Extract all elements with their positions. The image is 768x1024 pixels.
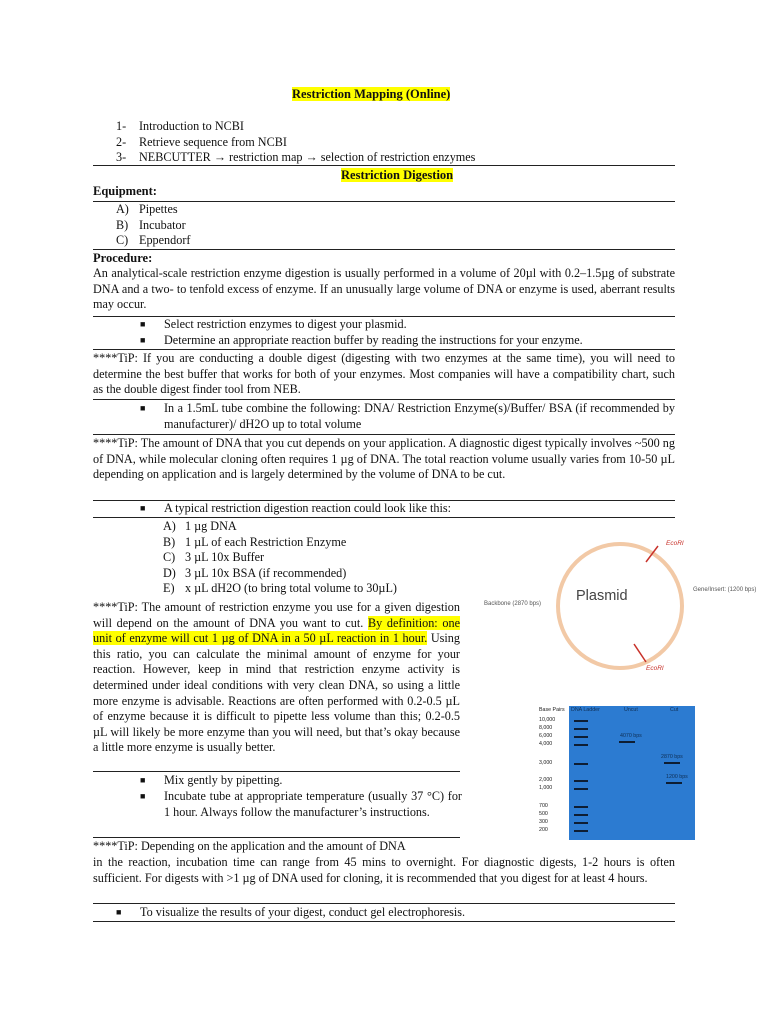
- bullet-item: ■ A typical restriction digestion reaction could look like this:: [140, 501, 452, 515]
- reaction-list: [163, 519, 483, 597]
- gel-header-base-pairs: Base Pairs: [539, 707, 565, 713]
- uncut-band: [619, 741, 635, 743]
- ladder-band: [574, 736, 588, 738]
- ladder-size: 4,000: [539, 741, 553, 747]
- bullet-item: ■ Determine an appropriate reaction buffer by reading the instructions for your enzyme.: [140, 333, 583, 347]
- bullet-icon: ■: [140, 319, 146, 329]
- ladder-band: [574, 806, 588, 808]
- gel-header-cut: Cut: [670, 707, 679, 713]
- divider: [93, 434, 675, 435]
- bullet-icon: ■: [140, 775, 146, 785]
- ecori-label-top: EcoRI: [666, 540, 684, 547]
- list-item: 3- NEBCUTTER → restriction map → selection of restriction enzymes: [116, 150, 476, 165]
- divider: [93, 165, 675, 166]
- ladder-size: 8,000: [539, 725, 553, 731]
- bullet-icon: ■: [140, 791, 146, 801]
- bullet-icon: ■: [140, 335, 146, 345]
- page-title: Restriction Mapping (Online): [292, 87, 451, 101]
- tip-dna-amount: ****TiP: The amount of DNA that you cut depends on your application. A diagnostic digest typically involves ~500 ng of DNA, while molecular cloning often requires 1 µg of DNA. The total reaction volume usually varies from 10-50 µL depending on application and is largely determined by the volume of DNA to be cut.: [93, 436, 675, 482]
- divider: [93, 517, 675, 518]
- cut-band: [664, 762, 680, 764]
- gel-header-uncut: Uncut: [624, 707, 638, 713]
- list-item: A) Pipettes: [116, 202, 178, 216]
- list-item: E) x µL dH2O (to bring total volume to 30µL): [163, 581, 397, 596]
- bullet-item: ■ Select restriction enzymes to digest your plasmid.: [140, 317, 407, 331]
- list-item: A) 1 µg DNA: [163, 519, 237, 533]
- uncut-band-label: 4070 bps: [620, 733, 642, 739]
- tip-double-digest: ****TiP: If you are conducting a double digest (digesting with two enzymes at the same time), you will need to determine the best buffer that works for both of your enzymes. Most companies will have a compatibility chart, such as the double digest finder tool from NEB.: [93, 351, 675, 397]
- ladder-band: [574, 763, 588, 765]
- list-item: C) Eppendorf: [116, 233, 191, 248]
- tip-enzyme-amount: ****TiP: The amount of restriction enzyme you use for a given digestion will depend on the amount of DNA you want to cut. By definition: one unit of enzyme will cut 1 µg of DNA in a 50 µL reaction in 1 hour. Using this ratio, you can calculate the minimal amount of enzyme for your reaction. However, keep in mind that restriction enzyme activity is determined under ideal conditions with very clean DNA, so using a little more enzyme is advisable. Reactions are often performed with 0.2-0.5 µL of enzyme because it is difficult to pipette less volume than this; 0.2-0.5 µL will likely be more enzyme than you will need, but that’s okay because a little more enzyme is usually better.: [93, 600, 460, 755]
- cut-band: [666, 782, 682, 784]
- ladder-size: 6,000: [539, 733, 553, 739]
- procedure-intro: An analytical-scale restriction enzyme digestion is usually performed in a volume of 20µl with 0.2–1.5µg of substrate DNA and a two- to tenfold excess of enzyme. If an unusually large volume of DNA or enzyme is used, aberrant results may occur.: [93, 266, 675, 312]
- ladder-size: 700: [539, 803, 548, 809]
- divider: [93, 771, 460, 772]
- procedure-heading: Procedure:: [93, 251, 153, 265]
- ladder-band: [574, 830, 588, 832]
- bullet-icon: ■: [116, 907, 122, 917]
- bullet-item: ■ Incubate tube at appropriate temperature (usually 37 °C) for 1 hour. Always follow the manufacturer’s instructions.: [140, 789, 462, 819]
- intro-list: [116, 119, 636, 166]
- divider: [93, 399, 675, 400]
- ladder-band: [574, 788, 588, 790]
- list-item: B) 1 µL of each Restriction Enzyme: [163, 534, 347, 549]
- divider: [93, 903, 675, 904]
- ladder-size: 300: [539, 819, 548, 825]
- ladder-size: 500: [539, 811, 548, 817]
- bullet-item: ■ Mix gently by pipetting.: [140, 773, 283, 787]
- cut-band-label: 2870 bps: [661, 754, 683, 760]
- ecori-label-bottom: EcoRI: [646, 665, 664, 672]
- list-item: 1- Introduction to NCBI: [116, 119, 244, 133]
- tip-incubation: in the reaction, incubation time can range from 45 mins to overnight. For diagnostic digests, 1-2 hours is often sufficient. For digests with >1 µg of DNA used for cloning, it is recommended that you digest for at least 4 hours.: [93, 855, 675, 885]
- cut-band-label: 1200 bps: [666, 774, 688, 780]
- gel-image: [569, 706, 695, 840]
- ladder-size: 2,000: [539, 777, 553, 783]
- ladder-size: 200: [539, 827, 548, 833]
- section-title: Restriction Digestion: [341, 168, 454, 182]
- bullet-item: ■ In a 1.5mL tube combine the following: DNA/ Restriction Enzyme(s)/Buffer/ BSA (if recommended by manufacturer)/ dH2O up to total volume: [140, 401, 675, 431]
- list-item: D) 3 µL 10x BSA (if recommended): [163, 565, 347, 580]
- backbone-label: Backbone (2870 bps): [484, 601, 542, 607]
- equipment-heading: Equipment:: [93, 184, 157, 198]
- ladder-band: [574, 814, 588, 816]
- ladder-size: 10,000: [539, 717, 556, 723]
- ladder-size: 3,000: [539, 760, 553, 766]
- divider: [93, 349, 675, 350]
- divider: [93, 837, 460, 838]
- divider: [93, 249, 675, 250]
- list-item: C) 3 µL 10x Buffer: [163, 550, 265, 565]
- bullet-item: ■ To visualize the results of your digest, conduct gel electrophoresis.: [116, 905, 466, 919]
- gel-header-ladder: DNA Ladder: [571, 707, 600, 713]
- list-item: B) Incubator: [116, 217, 186, 232]
- ladder-band: [574, 728, 588, 730]
- bullet-icon: ■: [140, 403, 146, 413]
- ladder-band: [574, 780, 588, 782]
- bullet-icon: ■: [140, 503, 146, 513]
- ladder-band: [574, 822, 588, 824]
- equipment-list: [116, 202, 416, 249]
- ladder-size: 1,000: [539, 785, 553, 791]
- ladder-band: [574, 720, 588, 722]
- tip-incubation-line1: ****TiP: Depending on the application and the amount of DNA: [93, 839, 406, 853]
- divider: [93, 921, 675, 922]
- list-item: 2- Retrieve sequence from NCBI: [116, 134, 287, 149]
- insert-label: Gene/Insert: (1200 bps): [693, 587, 757, 593]
- ladder-band: [574, 744, 588, 746]
- plasmid-label: Plasmid: [576, 588, 628, 604]
